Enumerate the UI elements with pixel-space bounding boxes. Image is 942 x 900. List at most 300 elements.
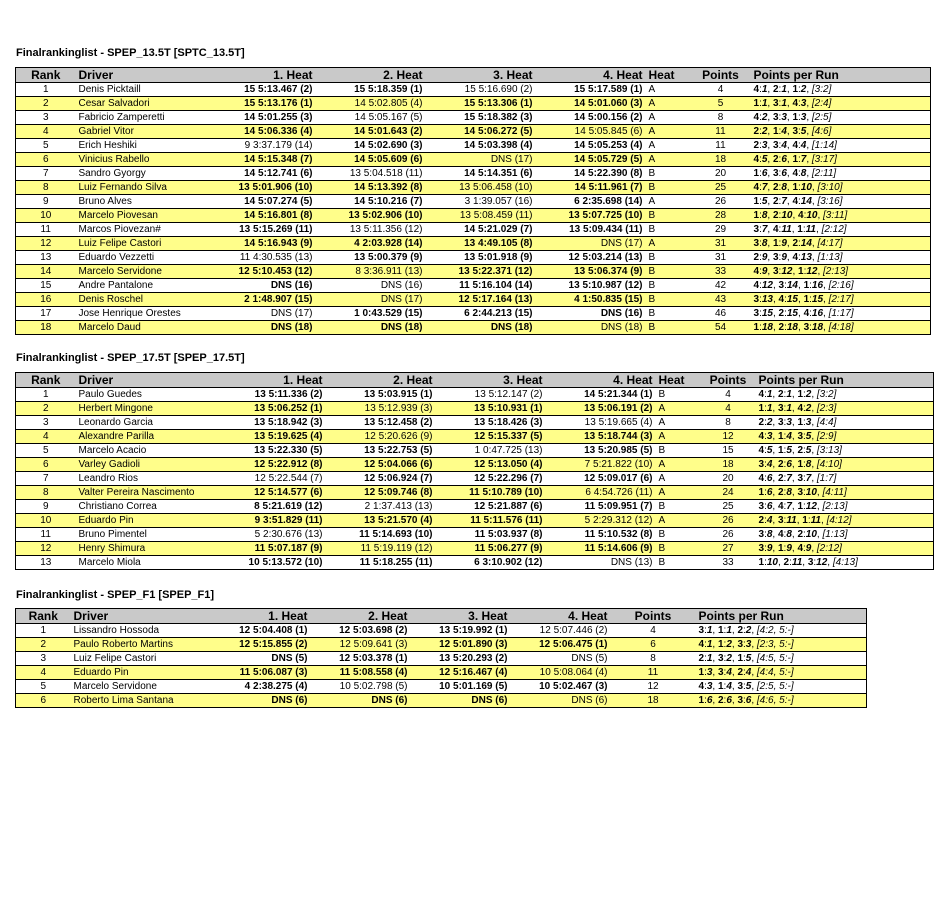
run-index: 1 (797, 459, 803, 470)
heat-result-cell: 13 5:19.665 (4) (546, 416, 656, 430)
heat-result-cell: 11 5:09.951 (7) (546, 500, 656, 514)
run-points: 4 (766, 459, 773, 470)
points-cell: 31 (691, 237, 751, 251)
heat-result-cell: 5 2:30.676 (13) (216, 528, 326, 542)
run-points: 2 (800, 84, 807, 95)
heat-result-cell: 13 5:01.918 (9) (426, 251, 536, 265)
table-row (16, 209, 931, 223)
run-points: 9 (786, 543, 792, 554)
heat-result-cell: 13 5:18.426 (3) (436, 416, 546, 430)
run-points: 2 (726, 653, 732, 664)
table-row (16, 139, 931, 153)
ranking-table-135t (15, 67, 931, 335)
discarded-run: [2:3] (816, 403, 837, 414)
run-points: 5 (745, 653, 752, 664)
driver-cell: Gabriel Vitor (76, 125, 206, 139)
column-header: Heat (656, 373, 701, 388)
discarded-run: [2:17] (828, 294, 854, 305)
driver-cell: Roberto Lima Santana (71, 694, 201, 708)
run-points: 15 (786, 308, 798, 319)
discarded-run: [4:13] (832, 557, 858, 568)
table-title-175t: Finalrankinglist - SPEP_17.5T [SPEP_17.5T] (16, 352, 245, 364)
points-per-run-cell: 4:1, 2:1, 1:2, [3:2] (751, 83, 931, 97)
table-row (16, 321, 931, 335)
driver-cell: Marcelo Miola (76, 556, 216, 570)
driver-cell: Luiz Fernando Silva (76, 181, 206, 195)
discarded-run: [2:5] (811, 112, 832, 123)
discarded-run: [4:11] (822, 487, 847, 498)
run-index: 2 (777, 389, 784, 400)
discarded-run: [2:12] (821, 224, 847, 235)
driver-cell: Erich Heshiki (76, 139, 206, 153)
run-points: 9 (761, 252, 768, 263)
heat-group-cell: B (646, 223, 691, 237)
points-cell: 26 (701, 514, 756, 528)
run-index: 4 (758, 389, 765, 400)
discarded-run: [4:5, 5:-] (756, 653, 794, 664)
points-per-run-cell: 2:9, 3:9, 4:13, [1:13] (751, 251, 931, 265)
run-points: 1 (781, 98, 787, 109)
run-points: 1 (706, 653, 713, 664)
rank-cell: 1 (16, 388, 76, 402)
run-points: 5 (766, 445, 773, 456)
rank-cell: 10 (16, 514, 76, 528)
points-per-run-cell: 4:1, 2:1, 1:2, [3:2] (756, 388, 934, 402)
heat-result-cell: 14 5:05.609 (6) (316, 153, 426, 167)
column-header: Points per Run (751, 68, 931, 83)
heat-group-cell: A (656, 472, 701, 486)
heat-result-cell: 15 5:16.690 (2) (426, 83, 536, 97)
run-index: 1 (717, 625, 724, 636)
run-index: 3 (778, 280, 785, 291)
points-per-run-cell: 4:2, 3:3, 1:3, [2:5] (751, 111, 931, 125)
run-points: 7 (805, 473, 812, 484)
table-title-135t: Finalrankinglist - SPEP_13.5T [SPTC_13.5T] (16, 47, 245, 59)
run-index: 1 (777, 543, 784, 554)
discarded-run: [1:17] (828, 308, 854, 319)
points-per-run-cell: 4:6, 2:7, 3:7, [1:7] (756, 472, 934, 486)
heat-result-cell: 12 5:14.577 (6) (216, 486, 326, 500)
driver-cell: Andre Pantalone (76, 279, 206, 293)
points-per-run-cell: 1:8, 2:10, 4:10, [3:11] (751, 209, 931, 223)
rank-cell: 3 (16, 652, 71, 666)
run-points: 9 (761, 266, 768, 277)
run-points: 12 (805, 501, 817, 512)
discarded-run: [4:17] (817, 238, 843, 249)
run-points: 3 (706, 667, 713, 678)
driver-cell: Lissandro Hossoda (71, 624, 201, 638)
heat-result-cell: DNS (5) (201, 652, 311, 666)
heat-result-cell: 13 5:22.330 (5) (216, 444, 326, 458)
header-row (16, 609, 867, 624)
points-per-run-cell: 3:1, 1:1, 2:2, [4:2, 5:-] (696, 624, 867, 638)
heat-result-cell: 14 5:16.801 (8) (206, 209, 316, 223)
run-index: 3 (758, 501, 765, 512)
heat-result-cell: 13 5:19.992 (1) (411, 624, 511, 638)
column-header: 2. Heat (326, 373, 436, 388)
run-index: 3 (772, 140, 779, 151)
heat-result-cell: 12 5:03.378 (1) (311, 652, 411, 666)
run-points: 4 (786, 431, 792, 442)
discarded-run: [1:14] (811, 140, 837, 151)
driver-cell: Eduardo Pin (76, 514, 216, 528)
heat-result-cell: 13 5:04.518 (11) (316, 167, 426, 181)
discarded-run: [2:5, 5:-] (756, 681, 794, 692)
discarded-run: [4:4, 5:-] (756, 667, 794, 678)
run-points: 7 (786, 501, 792, 512)
points-per-run-cell: 2:4, 3:11, 1:11, [4:12] (756, 514, 934, 528)
run-index: 1 (698, 695, 705, 706)
run-points: 14 (786, 280, 798, 291)
driver-cell: Alexandre Parilla (76, 430, 216, 444)
rank-cell: 4 (16, 430, 76, 444)
heat-result-cell: 3 1:39.057 (16) (426, 195, 536, 209)
run-points: 6 (766, 501, 773, 512)
points-cell: 12 (701, 430, 756, 444)
driver-cell: Marcelo Servidone (71, 680, 201, 694)
discarded-run: [2:9] (816, 431, 837, 442)
run-index: 1 (753, 322, 760, 333)
points-cell: 25 (701, 500, 756, 514)
column-header: 1. Heat (206, 68, 316, 83)
run-index: 4 (792, 252, 798, 263)
heat-result-cell: 13 5:22.753 (5) (326, 444, 436, 458)
heat-result-cell: 11 5:03.937 (8) (436, 528, 546, 542)
rank-cell: 17 (16, 307, 76, 321)
driver-cell: Cesar Salvadori (76, 97, 206, 111)
run-index: 1 (802, 515, 808, 526)
run-points: 4 (766, 515, 773, 526)
run-index: 2 (753, 140, 760, 151)
run-index: 1 (753, 196, 760, 207)
heat-result-cell: 13 5:18.744 (3) (546, 430, 656, 444)
run-index: 3 (772, 266, 779, 277)
rank-cell: 13 (16, 251, 76, 265)
column-header: Rank (16, 609, 71, 624)
heat-result-cell: DNS (13) (546, 556, 656, 570)
run-index: 2 (777, 459, 784, 470)
points-per-run-cell: 3:8, 1:9, 2:14, [4:17] (751, 237, 931, 251)
points-cell: 18 (701, 458, 756, 472)
points-cell: 33 (691, 265, 751, 279)
rank-cell: 8 (16, 181, 76, 195)
run-points: 8 (781, 182, 787, 193)
table-row (16, 153, 931, 167)
table-row (16, 430, 934, 444)
run-index: 4 (758, 445, 765, 456)
discarded-run: [1:7] (816, 473, 837, 484)
run-points: 2 (761, 126, 768, 137)
points-cell: 54 (691, 321, 751, 335)
run-index: 3 (772, 112, 779, 123)
run-index: 3 (758, 459, 765, 470)
heat-result-cell: 12 5:21.887 (6) (436, 500, 546, 514)
heat-result-cell: DNS (18) (316, 321, 426, 335)
heat-result-cell: 11 5:10.789 (10) (436, 486, 546, 500)
column-header: 1. Heat (201, 609, 311, 624)
table-row (16, 83, 931, 97)
column-header: Driver (76, 68, 206, 83)
run-points: 11 (791, 557, 803, 568)
run-points: 4 (726, 667, 732, 678)
run-points: 9 (781, 252, 787, 263)
run-index: 3 (698, 625, 705, 636)
heat-result-cell: 14 5:05.729 (5) (536, 153, 646, 167)
run-index: 4 (797, 543, 803, 554)
run-points: 5 (805, 445, 812, 456)
heat-result-cell: 12 5:22.544 (7) (216, 472, 326, 486)
discarded-run: [2:12] (816, 543, 842, 554)
column-header: Points per Run (756, 373, 934, 388)
driver-cell: Luiz Felipe Castori (76, 237, 206, 251)
column-header: 3. Heat (411, 609, 511, 624)
run-points: 8 (761, 210, 768, 221)
rank-cell: 2 (16, 97, 76, 111)
column-header: Rank (16, 68, 76, 83)
driver-cell: Henry Shimura (76, 542, 216, 556)
discarded-run: [4:6] (811, 126, 832, 137)
run-index: 4 (753, 84, 760, 95)
heat-result-cell: 11 5:10.532 (8) (546, 528, 656, 542)
heat-group-cell: B (656, 388, 701, 402)
heat-result-cell: 14 5:01.255 (3) (206, 111, 316, 125)
heat-result-cell: 13 5:19.625 (4) (216, 430, 326, 444)
heat-result-cell: 11 5:06.087 (3) (201, 666, 311, 680)
points-cell: 26 (691, 195, 751, 209)
points-per-run-cell: 3:13, 4:15, 1:15, [2:17] (751, 293, 931, 307)
heat-group-cell: B (656, 528, 701, 542)
heat-result-cell: 11 5:11.576 (11) (436, 514, 546, 528)
discarded-run: [3:2] (811, 84, 832, 95)
table-row (16, 402, 934, 416)
heat-group-cell: B (646, 293, 691, 307)
run-points: 3 (766, 431, 773, 442)
driver-cell: Vinicius Rabello (76, 153, 206, 167)
run-points: 10 (805, 487, 817, 498)
points-per-run-cell: 4:1, 1:2, 3:3, [2:3, 5:-] (696, 638, 867, 652)
heat-result-cell: DNS (6) (201, 694, 311, 708)
table-row (16, 528, 934, 542)
run-points: 7 (761, 224, 768, 235)
heat-result-cell: DNS (6) (411, 694, 511, 708)
run-index: 4 (798, 210, 804, 221)
run-index: 4 (753, 182, 760, 193)
driver-cell: Bruno Pimentel (76, 528, 216, 542)
column-header: Heat (646, 68, 691, 83)
run-index: 2 (772, 182, 779, 193)
run-points: 2 (745, 625, 752, 636)
table-row (16, 472, 934, 486)
run-index: 3 (772, 168, 779, 179)
heat-result-cell: 6 3:10.902 (12) (436, 556, 546, 570)
driver-cell: Bruno Alves (76, 195, 206, 209)
points-per-run-cell: 1:3, 3:4, 2:4, [4:4, 5:-] (696, 666, 867, 680)
driver-cell: Luiz Felipe Castori (71, 652, 201, 666)
heat-result-cell: 13 5:06.252 (1) (216, 402, 326, 416)
heat-result-cell: 14 5:21.344 (1) (546, 388, 656, 402)
heat-result-cell: 13 5:20.293 (2) (411, 652, 511, 666)
run-points: 3 (745, 639, 752, 650)
run-points: 3 (805, 417, 812, 428)
table-row (16, 416, 934, 430)
driver-cell: Paulo Roberto Martins (71, 638, 201, 652)
points-cell: 4 (701, 402, 756, 416)
run-points: 6 (781, 154, 787, 165)
heat-group-cell: A (646, 195, 691, 209)
run-points: 3 (761, 140, 768, 151)
heat-result-cell: 15 5:13.306 (1) (426, 97, 536, 111)
heat-result-cell: 12 5:13.050 (4) (436, 458, 546, 472)
heat-result-cell: 4 2:03.928 (14) (316, 237, 426, 251)
run-points: 5 (805, 431, 812, 442)
table-row (16, 181, 931, 195)
discarded-run: [4:6, 5:-] (756, 695, 794, 706)
run-points: 9 (781, 238, 787, 249)
run-index: 1 (777, 431, 784, 442)
run-points: 12 (761, 280, 773, 291)
heat-result-cell: 4 1:50.835 (15) (536, 293, 646, 307)
run-index: 2 (737, 667, 743, 678)
heat-result-cell: 12 5:15.337 (5) (436, 430, 546, 444)
points-per-run-cell: 4:7, 2:8, 1:10, [3:10] (751, 181, 931, 195)
heat-result-cell: 14 5:00.156 (2) (536, 111, 646, 125)
column-header: Points (611, 609, 696, 624)
points-cell: 27 (701, 542, 756, 556)
run-points: 6 (706, 695, 713, 706)
heat-result-cell: 13 5:21.570 (4) (326, 514, 436, 528)
points-per-run-cell: 4:3, 1:4, 3:5, [2:5, 5:-] (696, 680, 867, 694)
run-index: 3 (797, 431, 803, 442)
points-cell: 8 (701, 416, 756, 430)
heat-result-cell: 14 5:15.348 (7) (206, 153, 316, 167)
heat-result-cell: DNS (6) (511, 694, 611, 708)
discarded-run: [1:13] (822, 529, 848, 540)
points-cell: 25 (691, 181, 751, 195)
heat-group-cell: B (646, 321, 691, 335)
run-index: 4 (797, 403, 803, 414)
run-index: 1 (772, 126, 779, 137)
heat-result-cell: 6 4:54.726 (11) (546, 486, 656, 500)
heat-result-cell: 13 5:07.725 (10) (536, 209, 646, 223)
run-index: 3 (758, 543, 765, 554)
run-points: 7 (800, 154, 807, 165)
run-points: 1 (766, 403, 773, 414)
heat-result-cell: 13 5:18.942 (3) (216, 416, 326, 430)
driver-cell: Valter Pereira Nascimento (76, 486, 216, 500)
discarded-run: [3:2] (816, 389, 837, 400)
run-index: 4 (753, 280, 760, 291)
run-points: 6 (766, 487, 773, 498)
run-points: 13 (800, 252, 812, 263)
run-points: 1 (761, 84, 768, 95)
heat-result-cell: 12 5:10.453 (12) (206, 265, 316, 279)
run-points: 14 (800, 196, 812, 207)
heat-result-cell: 13 5:12.939 (3) (326, 402, 436, 416)
heat-result-cell: 13 5:03.915 (1) (326, 388, 436, 402)
run-points: 10 (766, 557, 778, 568)
run-index: 2 (758, 515, 765, 526)
run-index: 1 (797, 389, 803, 400)
heat-group-cell: A (646, 83, 691, 97)
run-index: 4 (753, 266, 760, 277)
table-row (16, 444, 934, 458)
table-row (16, 388, 934, 402)
heat-result-cell: 10 5:02.467 (3) (511, 680, 611, 694)
points-cell: 46 (691, 307, 751, 321)
points-cell: 4 (691, 83, 751, 97)
run-points: 5 (786, 445, 792, 456)
heat-result-cell: 12 5:03.214 (13) (536, 251, 646, 265)
points-per-run-cell: 2:2, 3:3, 1:3, [4:4] (756, 416, 934, 430)
points-cell: 20 (701, 472, 756, 486)
heat-result-cell: 12 5:04.408 (1) (201, 624, 311, 638)
run-index: 1 (798, 266, 804, 277)
driver-cell: Sandro Gyorgy (76, 167, 206, 181)
heat-result-cell: 13 5:02.906 (10) (316, 209, 426, 223)
run-points: 11 (810, 515, 821, 526)
points-per-run-cell: 1:6, 2:6, 3:6, [4:6, 5:-] (696, 694, 867, 708)
heat-result-cell: 13 5:11.356 (12) (316, 223, 426, 237)
heat-result-cell: 14 5:22.390 (8) (536, 167, 646, 181)
driver-cell: Marcos Piovezan# (76, 223, 206, 237)
heat-result-cell: 10 5:01.169 (5) (411, 680, 511, 694)
run-points: 15 (761, 308, 773, 319)
heat-result-cell: 12 5:20.626 (9) (326, 430, 436, 444)
points-per-run-cell: 3:9, 1:9, 4:9, [2:12] (756, 542, 934, 556)
heat-result-cell: 14 5:05.845 (6) (536, 125, 646, 139)
column-header: 2. Heat (316, 68, 426, 83)
rank-cell: 7 (16, 472, 76, 486)
heat-result-cell: 12 5:16.467 (4) (411, 666, 511, 680)
points-cell: 11 (611, 666, 696, 680)
heat-result-cell: 9 3:51.829 (11) (216, 514, 326, 528)
heat-group-cell: B (656, 500, 701, 514)
run-index: 2 (778, 308, 785, 319)
points-per-run-cell: 2:3, 3:4, 4:4, [1:14] (751, 139, 931, 153)
run-index: 4 (792, 140, 798, 151)
run-points: 8 (761, 238, 768, 249)
run-index: 3 (772, 252, 779, 263)
heat-group-cell: B (646, 307, 691, 321)
run-index: 1 (797, 417, 803, 428)
discarded-run: [2:4] (811, 98, 832, 109)
table-row (16, 680, 867, 694)
heat-result-cell: 13 5:11.336 (2) (216, 388, 326, 402)
run-index: 3 (753, 224, 760, 235)
heat-result-cell: 14 5:05.253 (4) (536, 139, 646, 153)
run-index: 3 (737, 639, 743, 650)
run-points: 1 (781, 84, 787, 95)
run-index: 4 (792, 98, 798, 109)
heat-group-cell: B (646, 279, 691, 293)
rank-cell: 11 (16, 223, 76, 237)
heat-result-cell: 12 5:09.641 (3) (311, 638, 411, 652)
points-per-run-cell: 3:15, 2:15, 4:16, [1:17] (751, 307, 931, 321)
run-index: 1 (717, 639, 724, 650)
points-cell: 11 (691, 125, 751, 139)
heat-result-cell: 2 1:48.907 (15) (206, 293, 316, 307)
points-per-run-cell: 1:6, 3:6, 4:8, [2:11] (751, 167, 931, 181)
run-points: 10 (805, 529, 817, 540)
run-index: 2 (698, 653, 705, 664)
run-points: 11 (805, 224, 816, 235)
run-points: 8 (805, 459, 812, 470)
run-index: 1 (753, 168, 760, 179)
discarded-run: [4:10] (816, 459, 842, 470)
rank-cell: 2 (16, 402, 76, 416)
heat-group-cell: B (646, 167, 691, 181)
points-cell: 11 (691, 139, 751, 153)
